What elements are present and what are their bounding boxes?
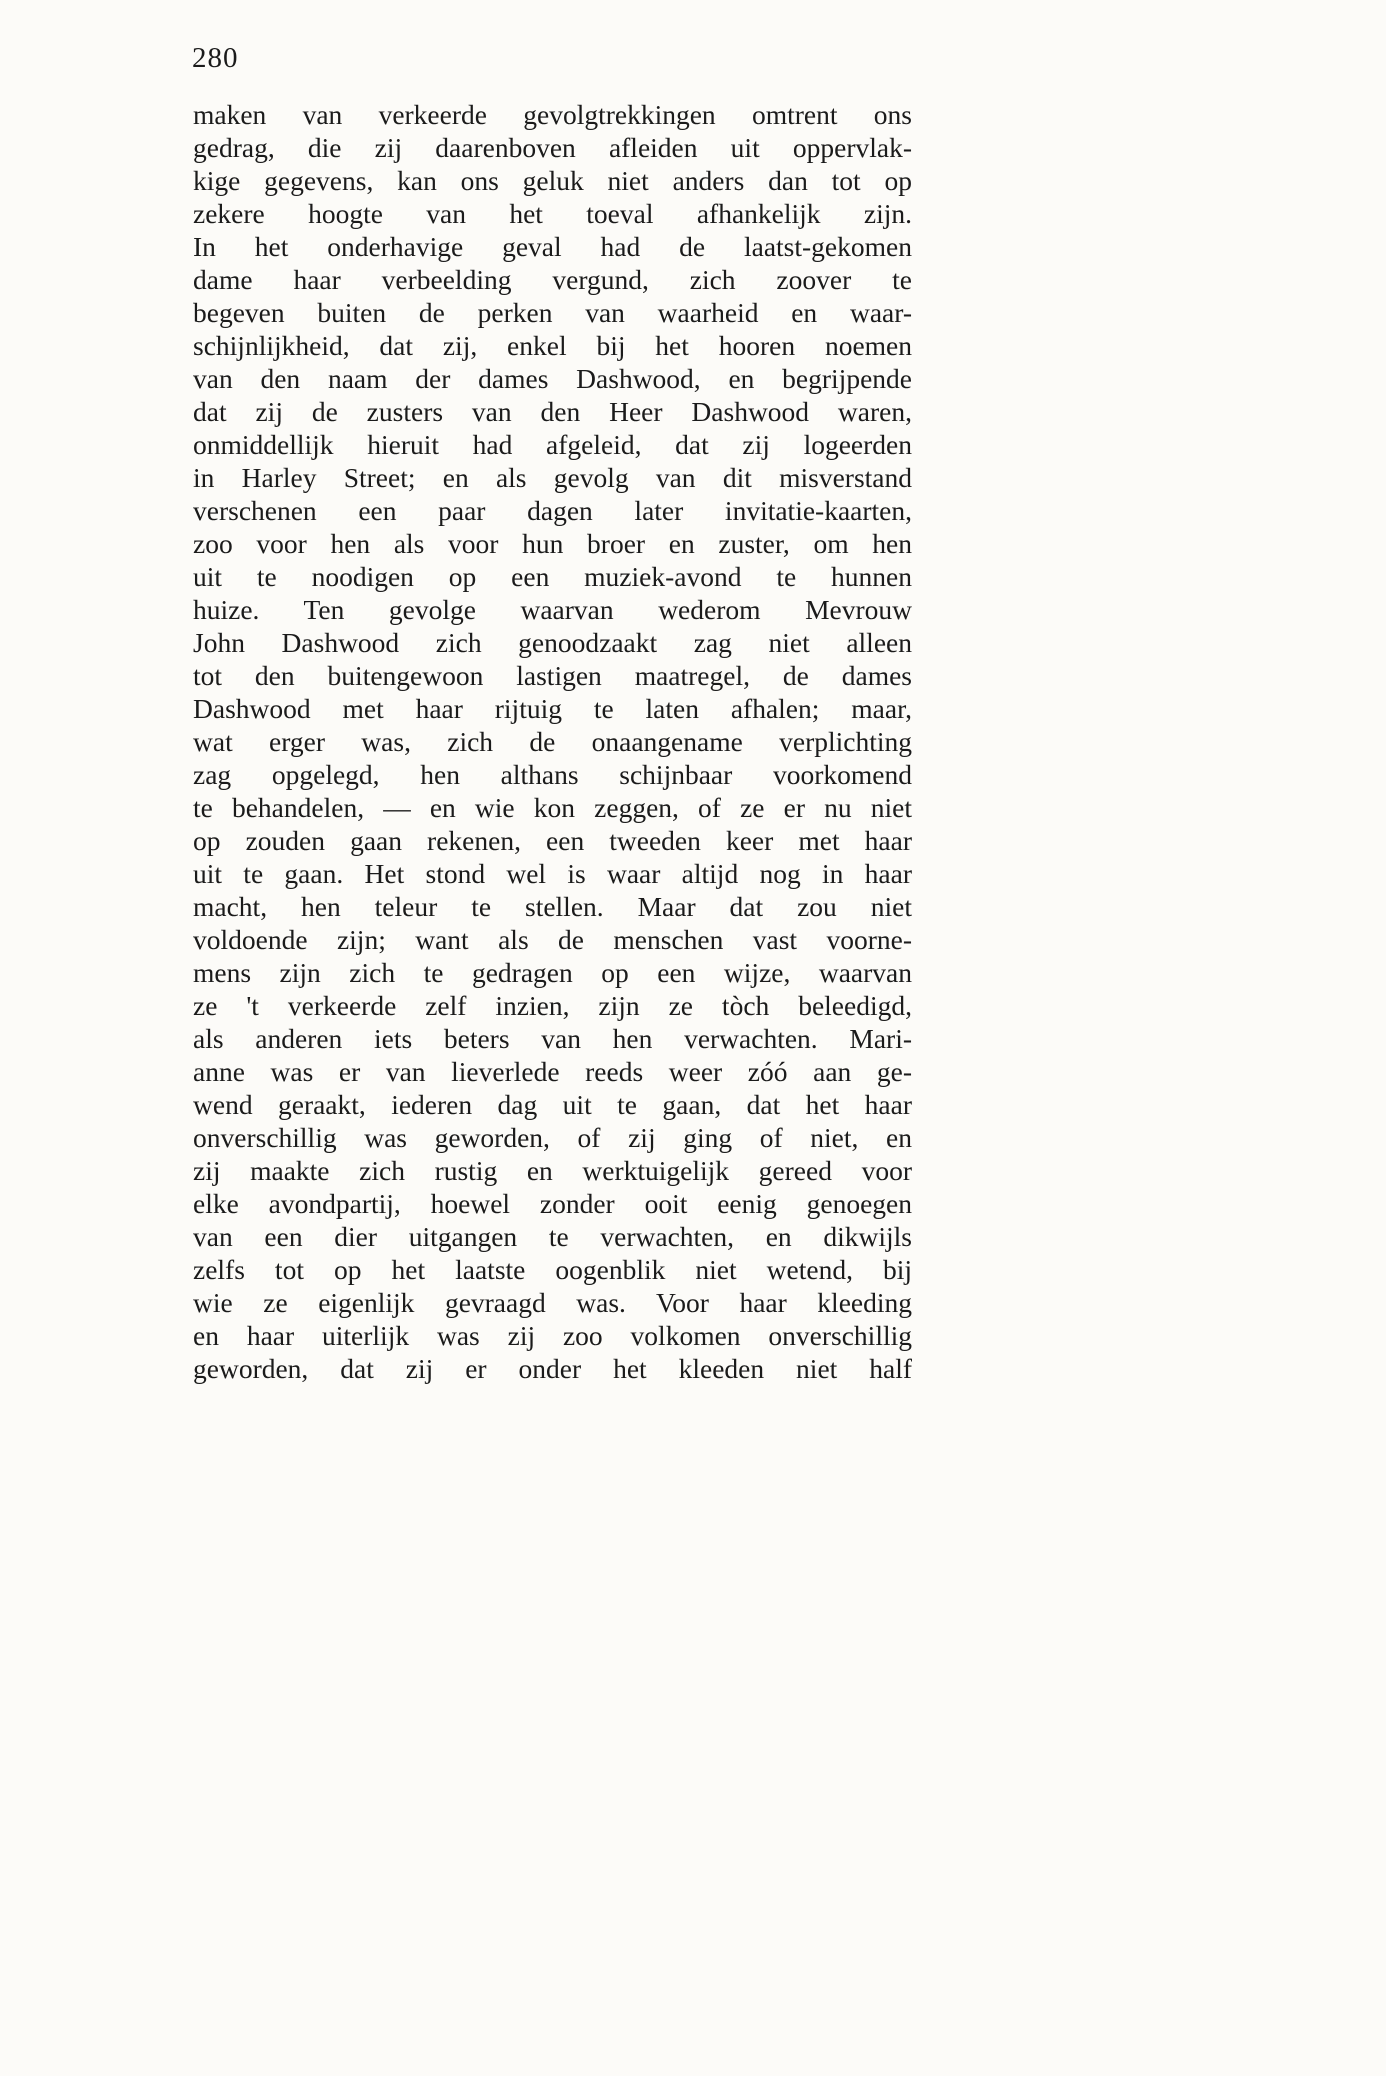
text-line: mens zijn zich te gedragen op een wijze, waarvan [193,957,912,988]
text-line: als anderen iets beters van hen verwachten. Mari- [193,1023,912,1054]
text-line: gedrag, die zij daarenboven afleiden uit oppervlak- [193,132,912,163]
text-line: schijnlijkheid, dat zij, enkel bij het hooren noemen [193,330,912,361]
text-line: verschenen een paar dagen later invitatie-kaarten, [193,495,912,526]
text-line: kige gegevens, kan ons geluk niet anders dan tot op [193,165,912,196]
text-line: dame haar verbeelding vergund, zich zoover te [193,264,912,295]
text-line: uit te noodigen op een muziek-avond te hunnen [193,561,912,592]
text-line: onmiddellijk hieruit had afgeleid, dat zij logeerden [193,429,912,460]
text-line: Dashwood met haar rijtuig te laten afhalen; maar, [193,693,912,724]
text-line: wat erger was, zich de onaangename verplichting [193,726,912,757]
text-line: wie ze eigenlijk gevraagd was. Voor haar kleeding [193,1287,912,1318]
text-line: op zouden gaan rekenen, een tweeden keer met haar [193,825,912,856]
text-line: dat zij de zusters van den Heer Dashwood waren, [193,396,912,427]
text-line: zoo voor hen als voor hun broer en zuster, om hen [193,528,912,559]
text-line: en haar uiterlijk was zij zoo volkomen onverschillig [193,1320,912,1351]
text-line: in Harley Street; en als gevolg van dit misverstand [193,462,912,493]
text-line: macht, hen teleur te stellen. Maar dat zou niet [193,891,912,922]
text-line: zelfs tot op het laatste oogenblik niet wetend, bij [193,1254,912,1285]
text-line: te behandelen, — en wie kon zeggen, of ze er nu niet [193,792,912,823]
text-line: wend geraakt, iederen dag uit te gaan, dat het haar [193,1089,912,1120]
text-line: John Dashwood zich genoodzaakt zag niet alleen [193,627,912,658]
text-line: zekere hoogte van het toeval afhankelijk zijn. [193,198,912,229]
text-line: In het onderhavige geval had de laatst-gekomen [193,231,912,262]
text-line: uit te gaan. Het stond wel is waar altijd nog in haar [193,858,912,889]
text-line: van den naam der dames Dashwood, en begrijpende [193,363,912,394]
text-line: anne was er van lieverlede reeds weer zóó aan ge- [193,1056,912,1087]
text-line: onverschillig was geworden, of zij ging of niet, en [193,1122,912,1153]
text-line: ze 't verkeerde zelf inzien, zijn ze tòch beleedigd, [193,990,912,1021]
text-line: geworden, dat zij er onder het kleeden niet half [193,1353,912,1384]
text-line: voldoende zijn; want als de menschen vast voorne- [193,924,912,955]
text-line: tot den buitengewoon lastigen maatregel, de dames [193,660,912,691]
text-line: zij maakte zich rustig en werktuigelijk gereed voor [193,1155,912,1186]
text-block [193,98,912,1385]
text-line: huize. Ten gevolge waarvan wederom Mevrouw [193,594,912,625]
text-line: maken van verkeerde gevolgtrekkingen omtrent ons [193,99,912,130]
text-line: begeven buiten de perken van waarheid en waar- [193,297,912,328]
text-line: van een dier uitgangen te verwachten, en dikwijls [193,1221,912,1252]
page-number: 280 [192,42,239,74]
text-line: zag opgelegd, hen althans schijnbaar voorkomend [193,759,912,790]
text-line: elke avondpartij, hoewel zonder ooit eenig genoegen [193,1188,912,1219]
